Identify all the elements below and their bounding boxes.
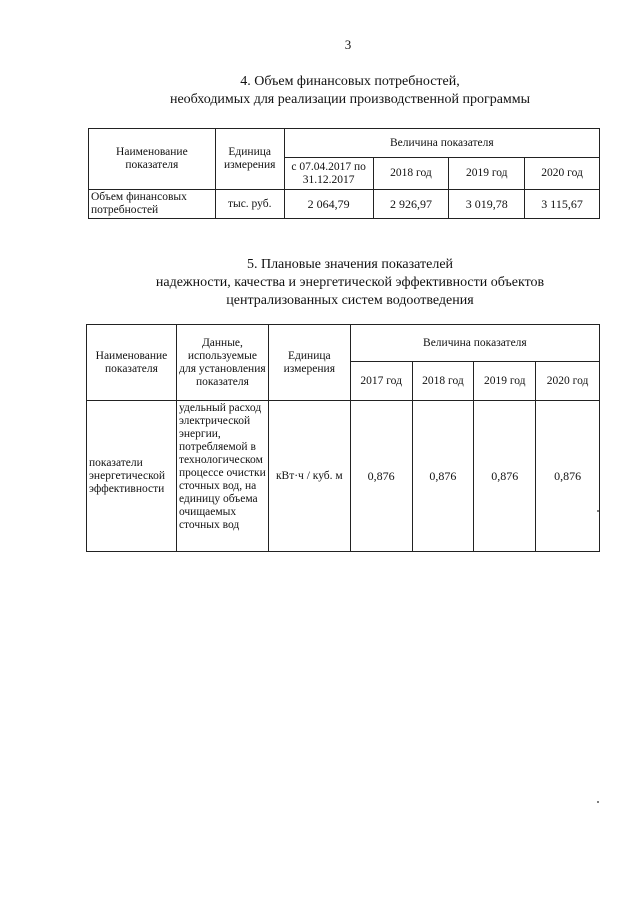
table-row [87,401,600,552]
header-period: с 07.04.2017 по 31.12.2017 [284,158,373,190]
row-value: 0,876 [536,401,600,552]
row-value: 0,876 [350,401,412,552]
planned-indicators-table [86,324,600,552]
row-value: 0,876 [474,401,536,552]
row-value: 2 926,97 [373,190,449,219]
row-value: 2 064,79 [284,190,373,219]
section-4-title-line: 4. Объем финансовых потребностей, [240,74,460,89]
section-5-title [60,256,640,310]
header-period: 2020 год [536,362,600,401]
scan-speck [597,510,599,512]
financial-needs-table [88,128,600,219]
row-indicator-name: Объем финансовых потребностей [89,190,216,219]
section-4-title-line: необходимых для реализации производственной программы [169,92,531,107]
row-unit: тыс. руб. [215,190,284,219]
row-source-data: удельный расход электрической энергии, потребляемой в технологическом процессе очистки сточных вод, на единицу объема очищаемых сточных вод [176,401,268,552]
section-5-title-line: централизованных систем водоотведения [226,293,474,308]
row-indicator-name: показатели энергетической эффективности [87,401,177,552]
header-source-data: Данные, используемые для установления показателя [176,325,268,401]
header-indicator-value: Величина показателя [350,325,599,362]
header-period: 2019 год [449,158,525,190]
section-5-title-line: 5. Плановые значения показателей [246,257,454,272]
row-value: 3 019,78 [449,190,525,219]
header-period: 2018 год [373,158,449,190]
section-4-title [60,73,640,109]
table-row [89,190,600,219]
header-unit: Единица измерения [215,129,284,190]
row-value: 0,876 [412,401,474,552]
header-indicator-value: Величина показателя [284,129,599,158]
scan-speck [597,801,599,803]
header-period: 2018 год [412,362,474,401]
header-period: 2019 год [474,362,536,401]
section-5-title-line: надежности, качества и энергетической эффективности объектов [155,275,545,290]
header-unit: Единица измерения [268,325,350,401]
header-period: 2020 год [525,158,600,190]
row-unit: кВт·ч / куб. м [268,401,350,552]
header-indicator-name: Наименование показателя [87,325,177,401]
header-indicator-name: Наименование показателя [89,129,216,190]
row-value: 3 115,67 [525,190,600,219]
header-period: 2017 год [350,362,412,401]
page-number: 3 [344,37,352,52]
